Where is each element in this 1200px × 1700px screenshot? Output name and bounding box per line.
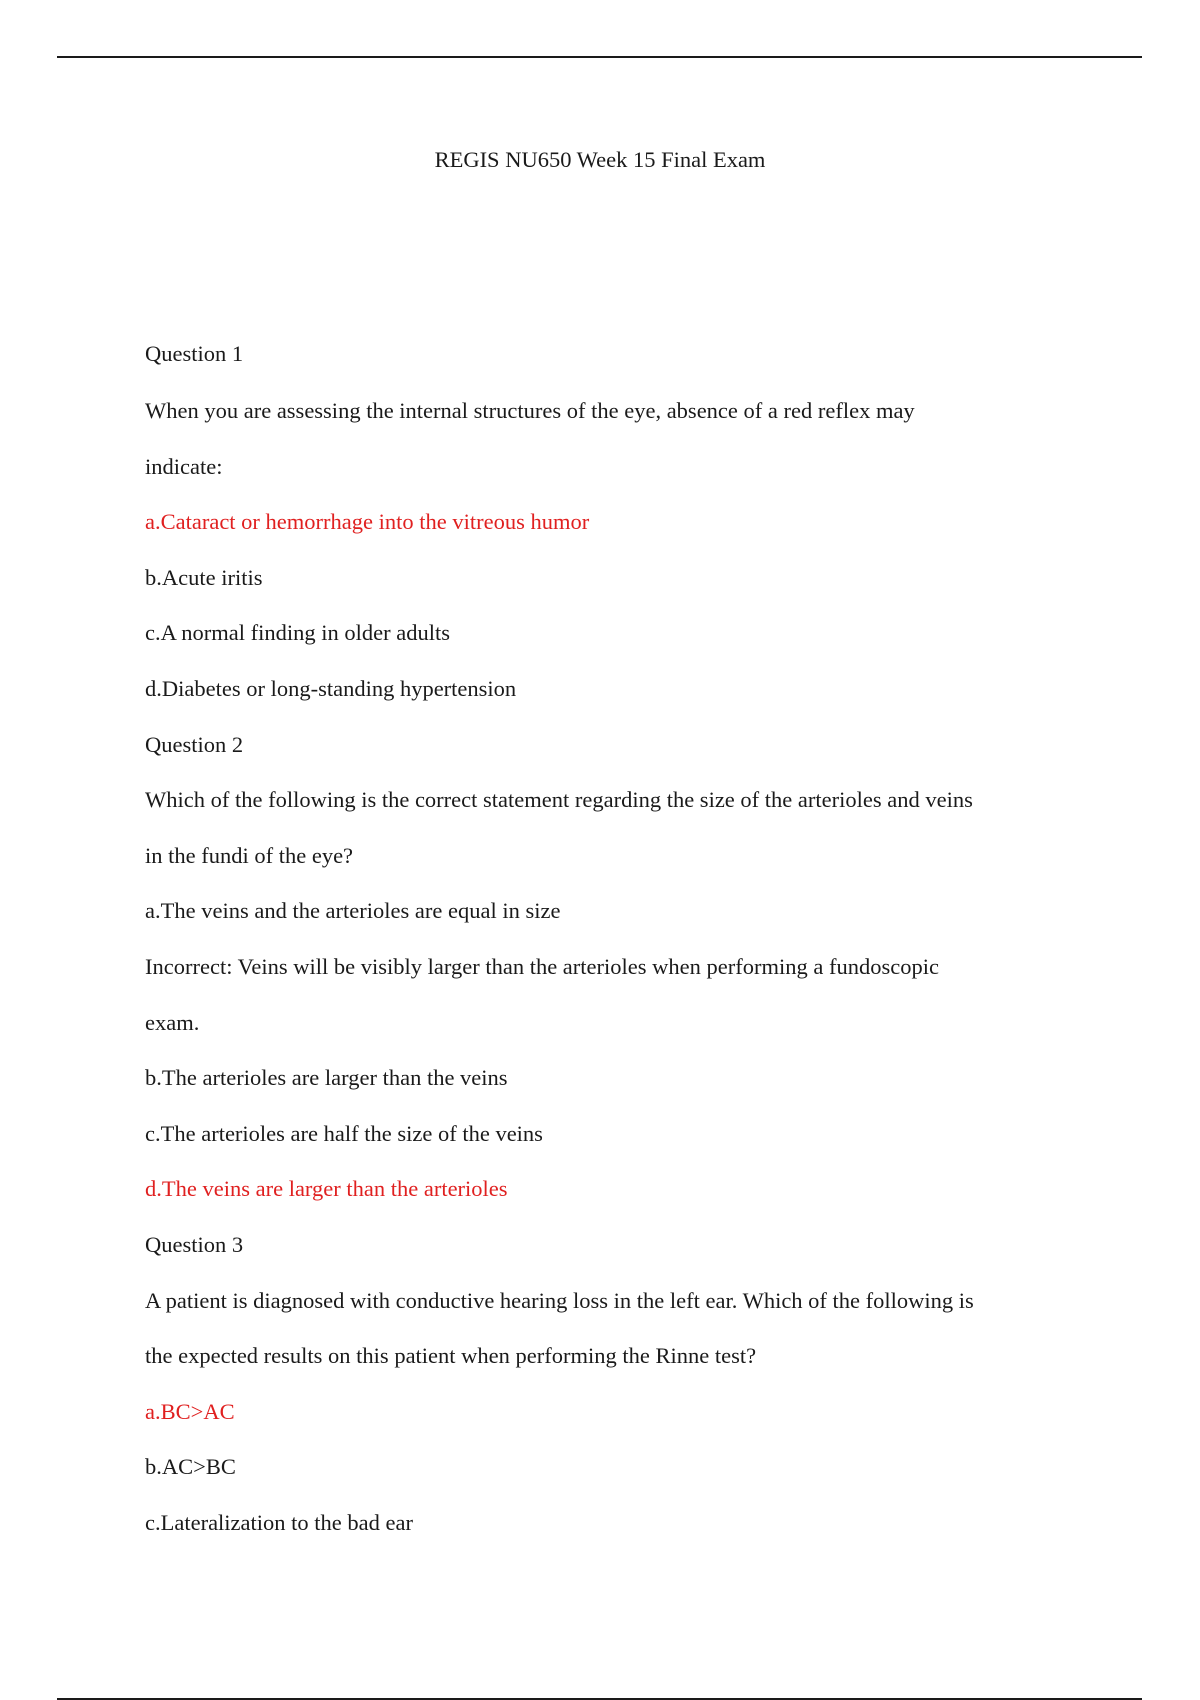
question-3-option-a: a.BC>AC xyxy=(145,1399,235,1424)
question-2-feedback: Incorrect: Veins will be visibly larger than the arterioles when performing a fundoscopic xyxy=(145,954,939,979)
question-1-heading: Question 1 xyxy=(145,341,244,366)
question-2-option-d: d.The veins are larger than the arterioles xyxy=(145,1176,508,1201)
question-2-option-c: c.The arterioles are half the size of the veins xyxy=(145,1121,543,1146)
question-3-heading: Question 3 xyxy=(145,1232,244,1257)
question-1-option-a: a.Cataract or hemorrhage into the vitreous humor xyxy=(145,509,590,534)
question-1-option-b: b.Acute iritis xyxy=(145,565,263,590)
question-1-text: When you are assessing the internal structures of the eye, absence of a red reflex may xyxy=(145,398,915,423)
question-3-text: the expected results on this patient when performing the Rinne test? xyxy=(145,1343,757,1368)
question-2-option-a: a.The veins and the arterioles are equal in size xyxy=(145,898,561,923)
document-title: REGIS NU650 Week 15 Final Exam xyxy=(434,147,766,172)
question-3-option-b: b.AC>BC xyxy=(145,1454,236,1479)
question-3-option-c: c.Lateralization to the bad ear xyxy=(145,1510,413,1535)
question-2-option-b: b.The arterioles are larger than the veins xyxy=(145,1065,508,1090)
question-1-option-c: c.A normal finding in older adults xyxy=(145,620,450,645)
top-rule xyxy=(57,56,1142,58)
question-2-feedback: exam. xyxy=(145,1010,200,1035)
question-2-heading: Question 2 xyxy=(145,732,244,757)
question-2-text: in the fundi of the eye? xyxy=(145,843,354,868)
question-1-text: indicate: xyxy=(145,454,223,479)
question-1-option-d: d.Diabetes or long-standing hypertension xyxy=(145,676,517,701)
question-3-text: A patient is diagnosed with conductive hearing loss in the left ear. Which of the following is xyxy=(145,1288,974,1313)
question-2-text: Which of the following is the correct statement regarding the size of the arterioles and veins xyxy=(145,787,973,812)
